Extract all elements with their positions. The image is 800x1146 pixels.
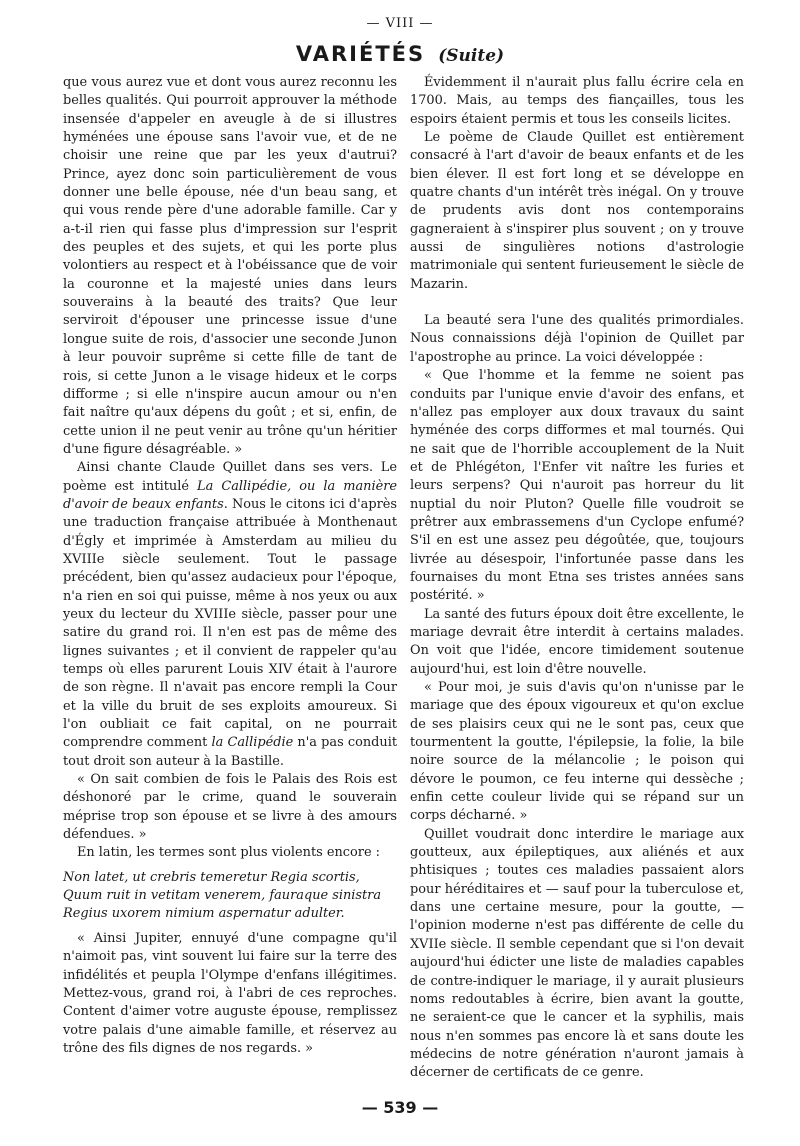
section-heading (0, 42, 800, 66)
paragraph: « Pour moi, je suis d'avis qu'on n'unisse par le mariage que des époux vigoureux et qu'on exclue de ses plaisirs ceux qui ne le sont pas, ceux que tourmentent la goutte, l'épilepsie, la folie, la bile noire source de la mélancolie ; le poison qui dévore le poumon, ce feu interne qui dessèche ; enfin cette couleur livide qui se répand sur un corps décharné. » (410, 680, 744, 824)
folio-roman-numeral: — VIII — (366, 16, 434, 31)
latin-verse (63, 869, 397, 924)
paragraph: La beauté sera l'une des qualités primordiales. Nous connaissions déjà l'opinion de Quillet par l'apostrophe au prince. La voici développée : (410, 313, 744, 365)
verse-line: Quum ruit in vetitam venerem, fauraque sinistra (63, 888, 382, 904)
paragraph (63, 459, 397, 771)
verse-line: Regius uxorem nimium aspernatur adulter. (63, 906, 345, 922)
section-title: VARIÉTÉS (295, 42, 426, 66)
paragraph: Évidemment il n'aurait plus fallu écrire cela en 1700. Mais, au temps des fiançailles, tous les espoirs étaient permis et tous les conseils licites. (410, 75, 744, 127)
paragraph: « Que l'homme et la femme ne soient pas conduits par l'unique envie d'avoir des enfans, et n'allez pas employer aux doux travaux du saint hyménée des corps difformes et mal tournés. Qui ne sait que de l'horrible accouplement de la Nuit et de Phlégéton, l'Enfer vit naître les furies et leurs serpens? Qui n'auroit pas horreur du lit nuptial du noir Pluton? Quelle fille voudroit se prêtrer aux embrassemens d'un Cyclope enfumé? S'il en est une assez peu dégoûtée, que, toujours livrée au désespoir, l'infortunée passe dans les fournaises du mont Etna ses tristes années sans postérité. » (410, 368, 744, 604)
paragraph: que vous aurez vue et dont vous aurez reconnu les belles qualités. Qui pourroit approuver la méthode insensée d'appeler en aveugle à de si illustres hyménées une épouse sans l'avoir vue, et de ne choisir une reine que par les yeux d'autrui? Prince, ayez donc soin particulièrement de vous donner une belle épouse, née d'un beau sang, et qui vous rende père d'une adorable famille. Car y a-t-il rien qui fasse plus d'impression sur l'esprit des peuples et des sujets, et qui les porte plus volontiers au respect et à l'obéissance que de voir la couronne et la majesté unies dans leurs souverains à la beauté des traits? Que leur serviroit d'épouser une princesse issue d'une longue suite de rois, d'associer une seconde Junon à leur pouvoir suprême si cette fille de tant de rois, si cette Junon a le visage hideux et le corps difforme ; si elle n'inspire aucun amour ou n'en fait naître qu'aux dépens du goût ; et si, enfin, de cette union il ne peut venir au trône qu'un héritier d'une figure désagréable. » (63, 75, 397, 457)
paragraph: En latin, les termes sont plus violents encore : (77, 845, 381, 861)
paragraph: La santé des futurs époux doit être excellente, le mariage devrait être interdit à certains malades. On voit que l'idée, encore timidement soutenue aujourd'hui, est loin d'être nouvelle. (410, 606, 744, 677)
left-column (63, 74, 397, 1058)
text-run: . Nous le citons ici d'après une traduction française attribuée à Monthenaut d'Égly et imprimée à Amsterdam au milieu du XVIIIe siècle seulement. Tout le passage précédent, bien qu'assez audacieux pour l'époque, n'a rien en soi qui puisse, même à nos yeux ou aux yeux du lecteur du XVIIIe siècle, passer pour une satire du grand roi. Il n'en est pas de même des lignes suivantes ; et il convient de rappeler qu'au temps où elles parurent Louis XIV était à l'aurore de son règne. Il n'avait pas encore rempli la Cour et la ville du bruit de ses exploits amoureux. Si l'on oubliait ce fait capital, on ne pourrait comprendre comment (63, 496, 397, 751)
paragraph: « Ainsi Jupiter, ennuyé d'une compagne qu'il n'aimoit pas, vint souvent lui faire sur la terre des infidélités et peupla l'Olympe d'enfans illégitimes. Mettez-vous, grand roi, à l'abri de ces reproches. Content d'aimer votre auguste épouse, remplissez votre palais d'une aimable famille, et réservez au trône des fils dignes de nos regards. » (63, 930, 397, 1056)
right-column (410, 74, 744, 1083)
paragraph: Le poème de Claude Quillet est entièrement consacré à l'art d'avoir de beaux enfants et de les bien élever. Il est fort long et se développe en quatre chants d'un intérêt très inégal. On y trouve de prudents avis dont nos contemporains gagneraient à s'inspirer plus souvent ; on y trouve aussi de singulières notions d'astrologie matrimoniale qui sentent furieusement le siècle de Mazarin. (410, 130, 744, 292)
page-number: — 539 — (361, 1098, 439, 1117)
book-title: La Callipédie, ou la manière d'avoir de beaux enfants (63, 478, 397, 512)
verse-line: Non latet, ut crebris temeretur Regia scortis, (63, 869, 360, 885)
book-title: la Callipédie (211, 735, 294, 751)
section-subtitle: (Suite) (438, 46, 505, 66)
text-run: Ainsi chante Claude Quillet dans ses vers. Le poème est intitulé (63, 460, 397, 494)
paragraph: Quillet voudrait donc interdire le mariage aux goutteux, aux épileptiques, aux aliénés et aux phtisiques ; toutes ces maladies passaient alors pour héréditaires et — sauf pour la tuberculose et, dans une certaine mesure, pour la goutte, — l'opinion moderne n'est pas différente de celle du XVIIe siècle. Il semble cependant que si l'on devait aujourd'hui édicter une liste de maladies capables de contre-indiquer le mariage, il y aurait plusieurs noms redoutables à écrire, bien avant la goutte, ne seraient-ce que le cancer et la syphilis, mais nous n'en sommes pas encore là et sans doute les médecins de notre génération n'auront jamais à décerner de certificats de ce genre. (410, 826, 744, 1081)
paragraph: « On sait combien de fois le Palais des Rois est déshonoré par le crime, quand le souverain méprise trop son épouse et se livre à des amours défendues. » (63, 772, 397, 843)
text-run: n'a pas conduit tout droit son auteur à la Bastille. (63, 735, 397, 769)
